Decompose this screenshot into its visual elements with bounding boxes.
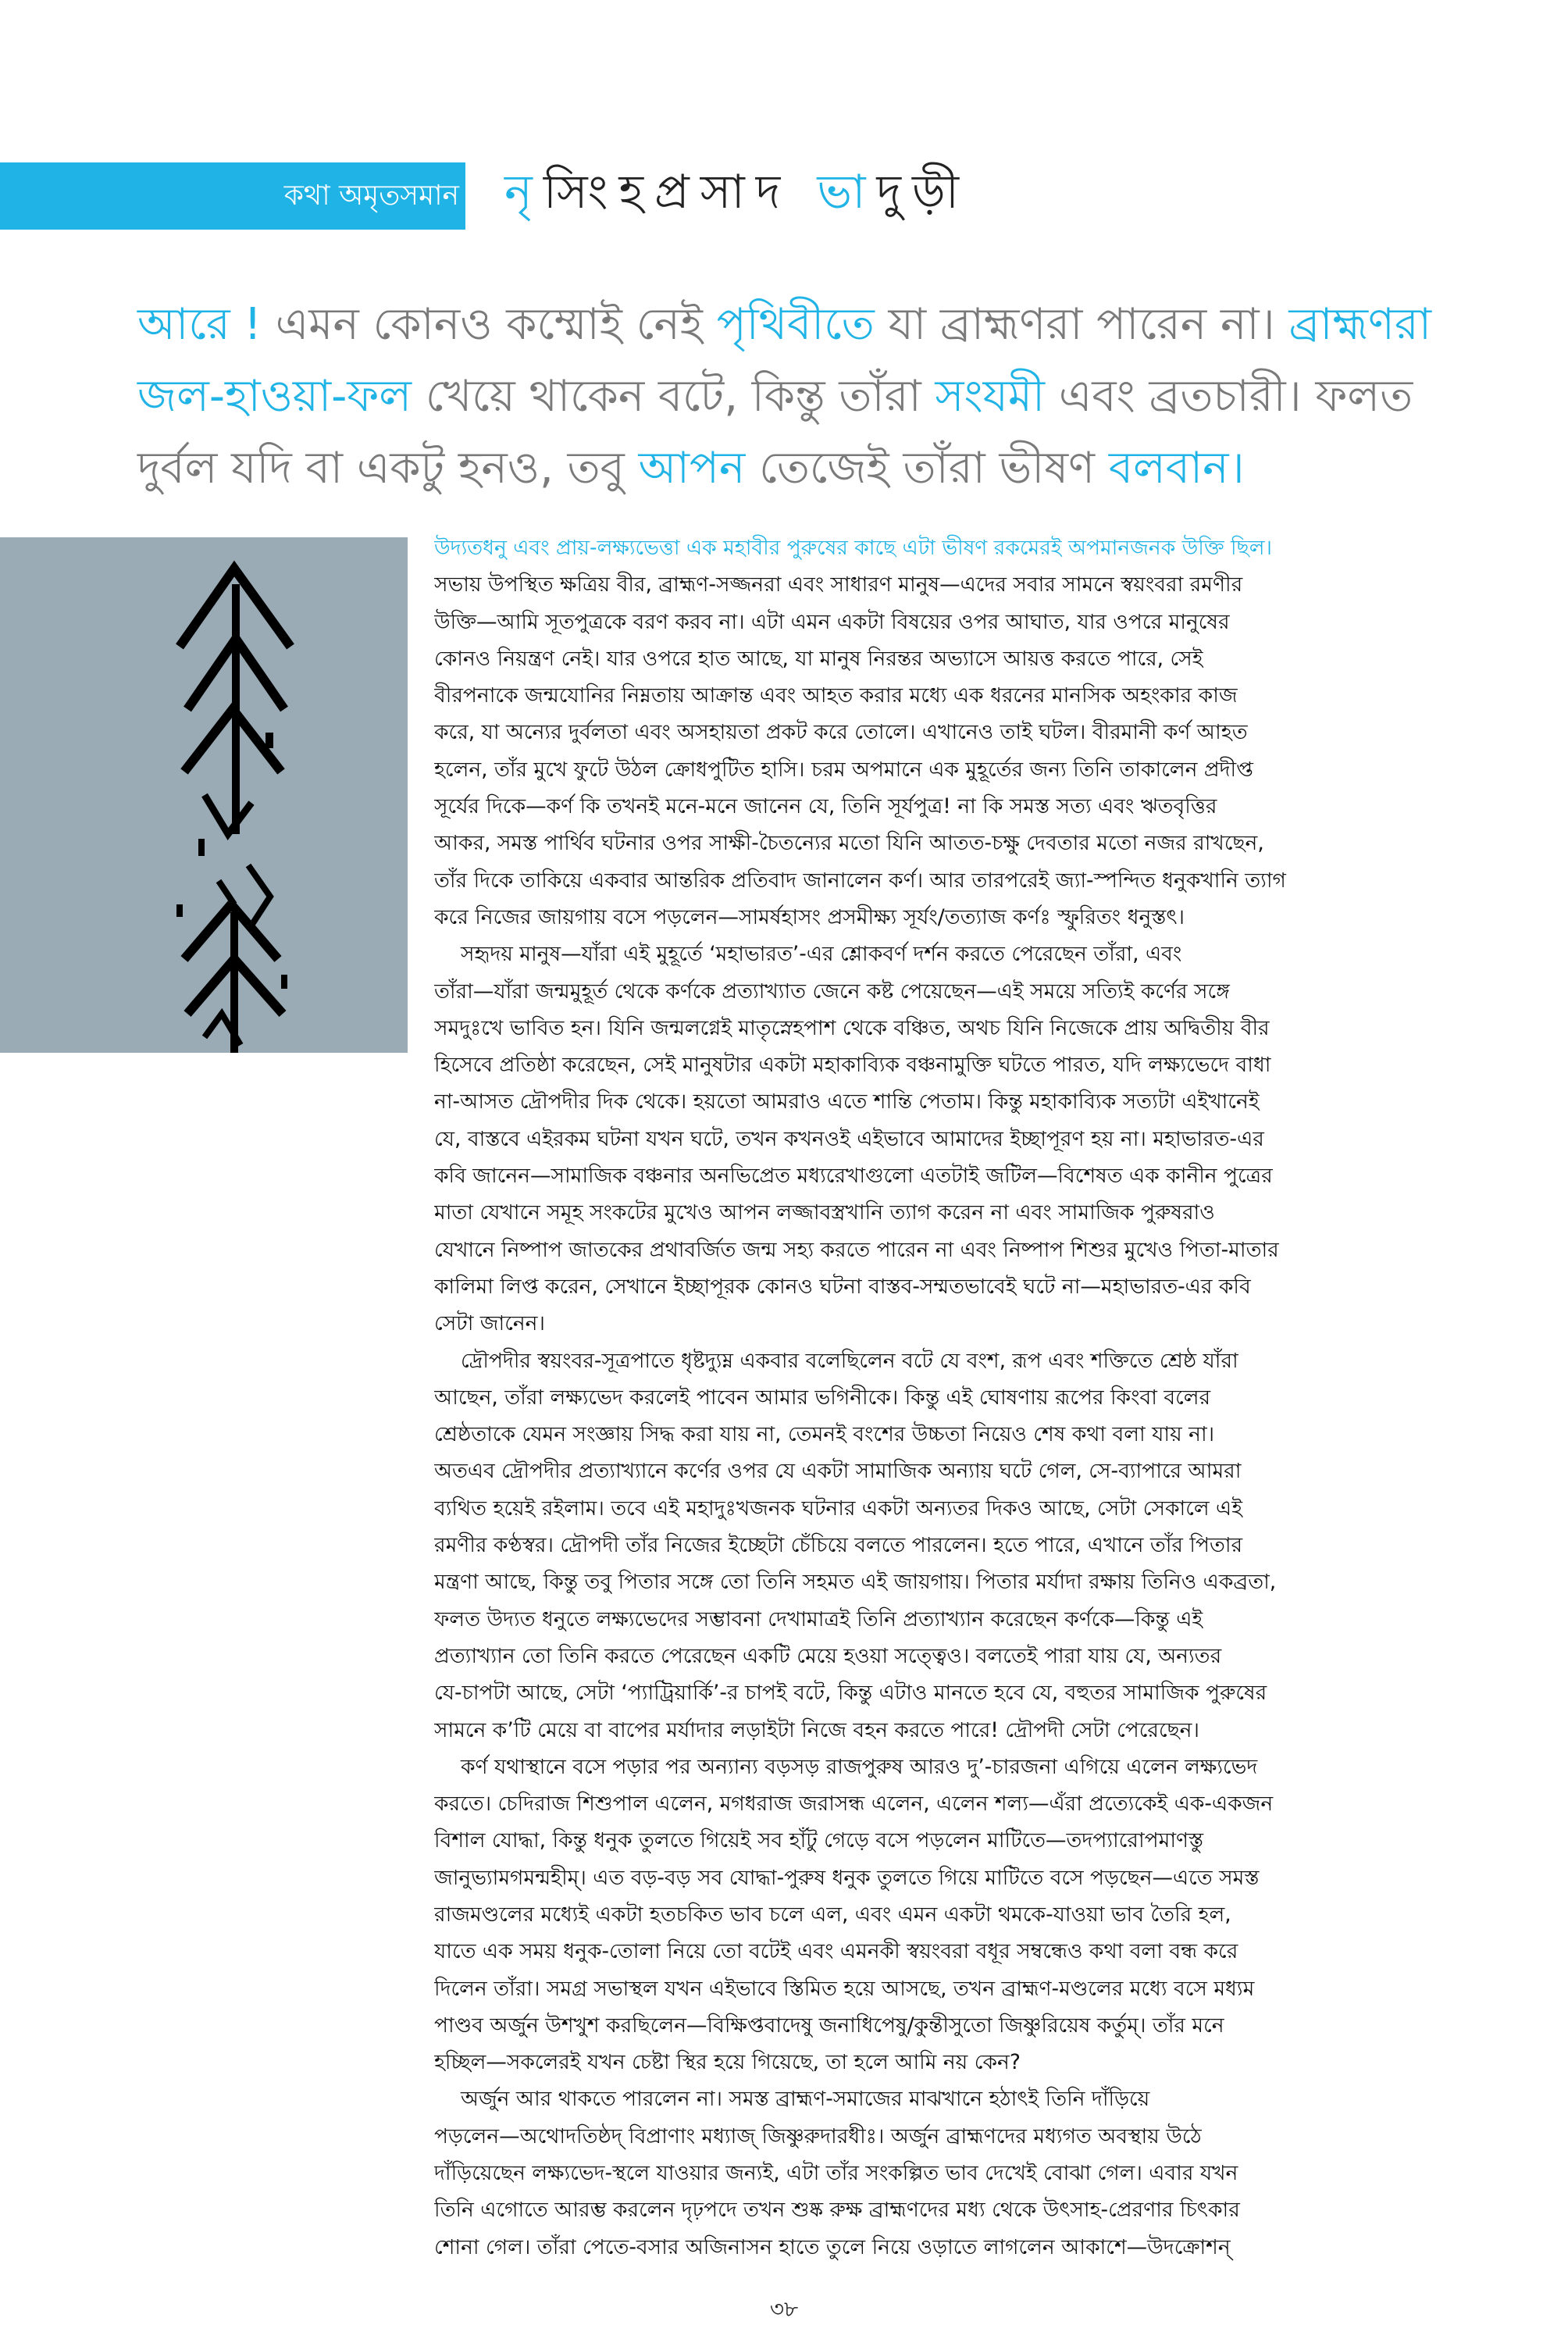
article-body: [434, 530, 1449, 2266]
author-name: [504, 153, 970, 231]
article-lead-line: উদ্যতধনু এবং প্রায়-লক্ষ্যভেত্তা এক মহাবীর পুরুষের কাছে এটা ভীষণ রকমেরই অপমানজনক উক্তি ছিল।: [434, 536, 1272, 560]
pull-quote-highlight: আরে !: [137, 299, 262, 350]
pull-quote-highlight: বলবান।: [1108, 443, 1245, 494]
pull-quote-highlight: ব্রাহ্মণরা: [1288, 299, 1431, 350]
article-line: আকর, সমস্ত পার্থিব ঘটনার ওপর সাক্ষী-চৈতন্যের মতো যিনি আতত-চক্ষু দেবতার মতো নজর রাখছেন,: [434, 831, 1264, 856]
article-line: তাঁরা—যাঁরা জন্মমুহূর্ত থেকে কর্ণকে প্রত্যাখ্যাত জেনে কষ্ট পেয়েছেন—এই সময়ে সত্যিই কর্ণের সঙ্গে: [434, 979, 1230, 1004]
page-number: ৩৮: [769, 2296, 799, 2322]
article-line: রাজমণ্ডলের মধ্যেই একটা হতচকিত ভাব চলে এল, এবং এমন একটা থমকে-যাওয়া ভাব তৈরি হল,: [434, 1902, 1231, 1927]
pull-quote-line: [137, 361, 1440, 433]
series-label: কথা অমৃতসমান: [283, 180, 459, 212]
article-line: সেটা জানেন।: [434, 1311, 545, 1336]
author-name-part: নৃ: [504, 165, 543, 219]
article-line: কবি জানেন—সামাজিক বঞ্চনার অনভিপ্রেত মধ্যরেখাগুলো এতটাই জটিল—বিশেষত এক কানীন পুত্রের: [434, 1164, 1273, 1189]
article-line: দিলেন তাঁরা। সমগ্র সভাস্থল যখন এইভাবে স্তিমিত হয়ে আসছে, তখন ব্রাহ্মণ-মণ্ডলের মধ্যে বসে মধ্যম: [434, 1976, 1255, 2001]
pull-quote-highlight: আপন: [638, 443, 746, 494]
article-line: হচ্ছিল—সকলেরই যখন চেষ্টা স্থির হয়ে গিয়েছে, তা হলে আমি নয় কেন?: [434, 2050, 1021, 2075]
article-line: কালিমা লিপ্ত করেন, সেখানে ইচ্ছাপূরক কোনও ঘটনা বাস্তব-সম্মতভাবেই ঘটে না—মহাভারত-এর কবি: [434, 1274, 1251, 1299]
article-line: করে, যা অন্যের দুর্বলতা এবং অসহায়তা প্রকট করে তোলে। এখানেও তাই ঘটল। বীরমানী কর্ণ আহত: [434, 720, 1248, 745]
article-line: যাতে এক সময় ধনুক-তোলা নিয়ে তো বটেই এবং এমনকী স্বয়ংবরা বধূর সম্বন্ধেও কথা বলা বন্ধ করে: [434, 1939, 1238, 1964]
article-line: যেখানে নিষ্পাপ জাতকের প্রথাবর্জিত জন্ম সহ্য করতে পারেন না এবং নিষ্পাপ শিশুর মুখেও পিতা-মাতার: [434, 1237, 1279, 1262]
article-line: সমদুঃখে ভাবিত হন। যিনি জন্মলগ্নেই মাতৃস্নেহপাশ থেকে বঞ্চিত, অথচ যিনি নিজেকে প্রায় অদ্বিতীয় বীর: [434, 1015, 1270, 1040]
article-paragraph-start: অর্জুন আর থাকতে পারলেন না। সমস্ত ব্রাহ্মণ-সমাজের মাঝখানে হঠাৎই তিনি দাঁড়িয়ে: [461, 2087, 1150, 2112]
pull-quote-text: যা ব্রাহ্মণরা পারেন না।: [888, 299, 1275, 350]
article-paragraph-start: দ্রৌপদীর স্বয়ংবর-সূত্রপাতে ধৃষ্টদ্যুম্ন একবার বলেছিলেন বটে যে বংশ, রূপ এবং শক্তিতে শ্রেষ্ঠ যাঁরা: [461, 1348, 1238, 1373]
article-line: হিসেবে প্রতিষ্ঠা করেছেন, সেই মানুষটার একটা মহাকাব্যিক বঞ্চনামুক্তি ঘটতে পারত, যদি লক্ষ্যভেদে বাধা: [434, 1053, 1271, 1078]
pull-quote-highlight: সংযমী: [935, 371, 1045, 422]
article-line: করে নিজের জায়গায় বসে পড়লেন—সামর্ষহাসং প্রসমীক্ষ্য সূর্যং/তত্যাজ কর্ণঃ স্ফুরিতং ধনুস্তৎ।: [434, 904, 1185, 929]
author-name-part: দুড়ী: [876, 165, 971, 219]
article-line: মাতা যেখানে সমূহ সংকটের মুখেও আপন লজ্জাবস্ত্রখানি ত্যাগ করেন না এবং সামাজিক পুরুষরাও: [434, 1200, 1215, 1225]
article-line: পড়লেন—অথোদতিষ্ঠদ্ বিপ্রাণাং মধ্যাজ্ জিষ্ণুরুদারধীঃ। অর্জুন ব্রাহ্মণদের মধ্যগত অবস্থায় উঠে: [434, 2124, 1202, 2149]
article-line: যে-চাপটা আছে, সেটা ‘প্যাট্রিয়ার্কি’-র চাপই বটে, কিন্তু এটাও মানতে হবে যে, বহুতর সামাজিক পুরুষের: [434, 1681, 1267, 1706]
article-line: সূর্যের দিকে—কর্ণ কি তখনই মনে-মনে জানেন যে, তিনি সূর্যপুত্র! না কি সমস্ত সত্য এবং ঋতবৃত্তির: [434, 794, 1217, 819]
article-line: তাঁর দিকে তাকিয়ে একবার আন্তরিক প্রতিবাদ জানালেন কর্ণ। আর তারপরেই জ্যা-স্পন্দিত ধনুকখানি ত্যাগ: [434, 868, 1286, 893]
article-line: উক্তি—আমি সূতপুত্রকে বরণ করব না। এটা এমন একটা বিষয়ের ওপর আঘাত, যার ওপরে মানুষের: [434, 609, 1230, 634]
author-name-part: ভা: [817, 165, 877, 219]
article-line: মন্ত্রণা আছে, কিন্তু তবু পিতার সঙ্গে তো তিনি সহমত এই জায়গায়। পিতার মর্যাদা রক্ষায় তিনিও একব্রতা,: [434, 1570, 1277, 1595]
article-line: বিশাল যোদ্ধা, কিন্তু ধনুক তুলতে গিয়েই সব হাঁটু গেড়ে বসে পড়লেন মাটিতে—তদপ্যারোপমাণস্তু: [434, 1828, 1204, 1853]
pull-quote-highlight: জল-হাওয়া-ফল: [137, 371, 412, 422]
article-line: ফলত উদ্যত ধনুতে লক্ষ্যভেদের সম্ভাবনা দেখামাত্রই তিনি প্রত্যাখ্যান করেছেন কর্ণকে—কিন্তু এই: [434, 1606, 1203, 1631]
article-line: প্রত্যাখ্যান তো তিনি করতে পেরেছেন একটি মেয়ে হওয়া সত্ত্বেও। বলতেই পারা যায় যে, অন্যতর: [434, 1643, 1222, 1668]
article-line: যে, বাস্তবে এইরকম ঘটনা যখন ঘটে, তখন কখনওই এইভাবে আমাদের ইচ্ছাপূরণ হয় না। মহাভারত-এর: [434, 1126, 1264, 1151]
article-line: না-আসত দ্রৌপদীর দিক থেকে। হয়তো আমরাও এতে শান্তি পেতাম। কিন্তু মহাকাব্যিক সত্যটা এইখানেই: [434, 1089, 1260, 1114]
article-line: কোনও নিয়ন্ত্রণ নেই। যার ওপরে হাত আছে, যা মানুষ নিরন্তর অভ্যাসে আয়ত্ত করতে পারে, সেই: [434, 646, 1203, 671]
article-line: দাঁড়িয়েছেন লক্ষ্যভেদ-স্থলে যাওয়ার জন্যই, এটা তাঁর সংকল্পিত ভাব দেখেই বোঝা গেল। এবার যখন: [434, 2161, 1238, 2186]
article-line: পাণ্ডব অর্জুন উশখুশ করছিলেন—বিক্ষিপ্তবাদেষু জনাধিপেষু/কুন্তীসুতো জিষ্ণুরিয়েষ কর্তুম্। তাঁর মনে: [434, 2013, 1224, 2038]
article-line: জানুভ্যামগমন্মহীম্। এত বড়-বড় সব যোদ্ধা-পুরুষ ধনুক তুলতে গিয়ে মাটিতে বসে পড়ছেন—এতে সমস্ত: [434, 1865, 1260, 1890]
article-line: করতে। চেদিরাজ শিশুপাল এলেন, মগধরাজ জরাসন্ধ এলেন, এলেন শল্য—এঁরা প্রত্যেকেই এক-একজন: [434, 1792, 1274, 1817]
pull-quote: [137, 289, 1440, 505]
pull-quote-text: তেজেই তাঁরা ভীষণ: [759, 443, 1096, 494]
article-line: বীরপনাকে জন্মযোনির নিম্নতায় আক্রান্ত এবং আহত করার মধ্যে এক ধরনের মানসিক অহংকার কাজ: [434, 683, 1238, 708]
article-line: ব্যথিত হয়েই রইলাম। তবে এই মহাদুঃখজনক ঘটনার একটা অন্যতর দিকও আছে, সেটা সেকালে এই: [434, 1496, 1242, 1521]
pull-quote-highlight: পৃথিবীতে: [716, 299, 875, 350]
article-line: আছেন, তাঁরা লক্ষ্যভেদ করলেই পাবেন আমার ভগিনীকে। কিন্তু এই ঘোষণায় রূপের কিংবা বলের: [434, 1385, 1211, 1410]
arrows-illustration: [0, 537, 408, 1053]
arrows-drawing: [0, 537, 408, 1053]
pull-quote-text: এমন কোনও কম্মোই নেই: [275, 299, 703, 350]
pull-quote-line: [137, 433, 1440, 505]
pull-quote-text: দুর্বল যদি বা একটু হনও, তবু: [137, 443, 625, 494]
pull-quote-text: এবং ব্রতচারী। ফলত: [1058, 371, 1413, 422]
article-line: অতএব দ্রৌপদীর প্রত্যাখ্যানে কর্ণের ওপর যে একটা সামাজিক অন্যায় ঘটে গেল, সে-ব্যাপারে আমরা: [434, 1459, 1242, 1484]
article-line: হলেন, তাঁর মুখে ফুটে উঠল ক্রোধপুটিত হাসি। চরম অপমানে এক মুহূর্তের জন্য তিনি তাকালেন প্রদীপ্ত: [434, 757, 1253, 782]
article-line: রমণীর কণ্ঠস্বর। দ্রৌপদী তাঁর নিজের ইচ্ছেটা চেঁচিয়ে বলতে পারলেন। হতে পারে, এখানে তাঁর পিতার: [434, 1533, 1243, 1558]
article-line: শোনা গেল। তাঁরা পেতে-বসার অজিনাসন হাতে তুলে নিয়ে ওড়াতে লাগলেন আকাশে—উদক্রোশন্: [434, 2234, 1231, 2259]
article-paragraph-start: সহৃদয় মানুষ—যাঁরা এই মুহূর্তে ‘মহাভারত’-এর শ্লোকবর্ণ দর্শন করতে পেরেছেন তাঁরা, এবং: [461, 942, 1182, 967]
article-line: সামনে ক’টি মেয়ে বা বাপের মর্যাদার লড়াইটা নিজে বহন করতে পারে! দ্রৌপদী সেটা পেরেছেন।: [434, 1717, 1199, 1742]
pull-quote-line: [137, 289, 1440, 361]
pull-quote-text: খেয়ে থাকেন বটে, কিন্তু তাঁরা: [425, 371, 921, 422]
article-line: সভায় উপস্থিত ক্ষত্রিয় বীর, ব্রাহ্মণ-সজ্জনরা এবং সাধারণ মানুষ—এদের সবার সামনে স্বয়ংবরা রমণীর: [434, 572, 1243, 597]
article-paragraph-start: কর্ণ যথাস্থানে বসে পড়ার পর অন্যান্য বড়সড় রাজপুরুষ আরও দু’-চারজনা এগিয়ে এলেন লক্ষ্যভেদ: [461, 1754, 1258, 1779]
article-line: তিনি এগোতে আরম্ভ করলেন দৃঢ়পদে তখন শুষ্ক রুক্ষ ব্রাহ্মণদের মধ্য থেকে উৎসাহ-প্রেরণার চিৎকার: [434, 2198, 1240, 2223]
author-name-part: সিংহপ্রসাদ: [543, 165, 792, 219]
article-line: শ্রেষ্ঠতাকে যেমন সংজ্ঞায় সিদ্ধ করা যায় না, তেমনই বংশের উচ্চতা নিয়েও শেষ কথা বলা যায় না।: [434, 1422, 1215, 1447]
